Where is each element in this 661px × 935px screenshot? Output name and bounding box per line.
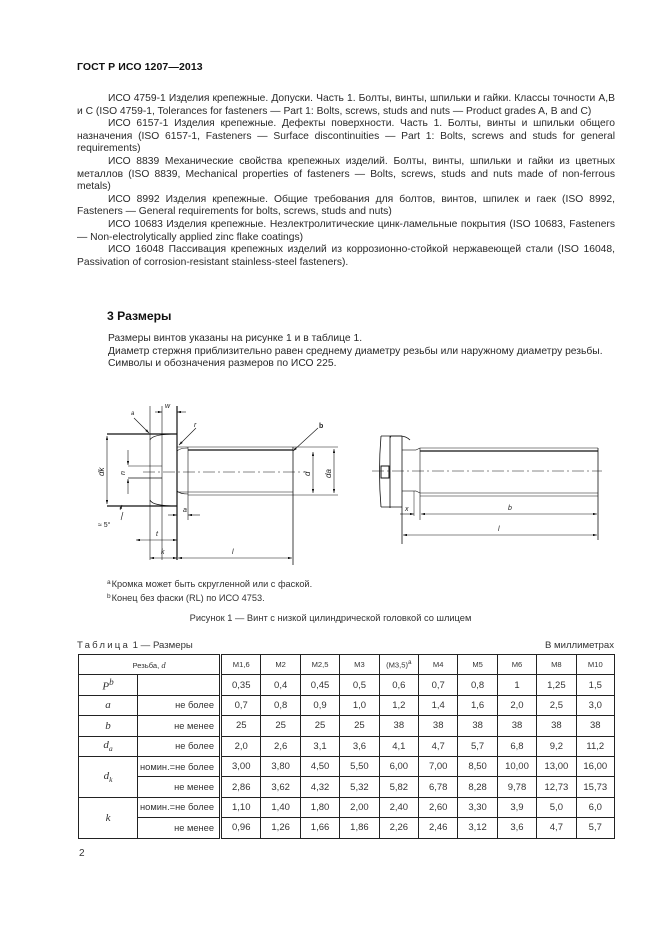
- label-d: d: [303, 471, 312, 476]
- table-cell: 8,50: [458, 756, 497, 776]
- table-row: [79, 756, 615, 776]
- table-cell: 0,7: [419, 675, 458, 695]
- table-cell: 0,96: [221, 818, 261, 838]
- table-cell: 2,00: [340, 797, 379, 817]
- row-limit: [138, 675, 221, 695]
- table-cell: 9,2: [537, 736, 576, 756]
- label-x: x: [405, 506, 409, 513]
- col-header: M8: [537, 655, 576, 675]
- table-cell: 3,80: [261, 756, 300, 776]
- row-limit: не более: [138, 695, 221, 715]
- row-limit: номин.=не более: [138, 797, 221, 817]
- table-cell: 38: [458, 716, 497, 736]
- table-cell: 5,7: [576, 818, 614, 838]
- table-cell: 3,6: [497, 818, 536, 838]
- table-cell: 1,66: [300, 818, 339, 838]
- screw-drawing: [80, 398, 620, 570]
- table-cell: 1: [497, 675, 536, 695]
- row-limit: номин.=не более: [138, 756, 221, 776]
- row-limit: не менее: [138, 716, 221, 736]
- table-cell: 13,00: [537, 756, 576, 776]
- table-cell: 4,32: [300, 777, 339, 797]
- table-cell: 2,60: [419, 797, 458, 817]
- table-row: [79, 736, 615, 756]
- row-symbol: k: [79, 797, 138, 838]
- table-cell: 0,5: [340, 675, 379, 695]
- table-cell: 6,00: [379, 756, 418, 776]
- table-cell: 5,0: [537, 797, 576, 817]
- table-cell: 0,45: [300, 675, 339, 695]
- col-header: M6: [497, 655, 536, 675]
- table-cell: 2,6: [261, 736, 300, 756]
- table-cell: 5,82: [379, 777, 418, 797]
- col-header: M1,6: [221, 655, 261, 675]
- paragraph: Размеры винтов указаны на рисунке 1 и в таблице 1.: [108, 333, 363, 344]
- table-cell: 15,73: [576, 777, 614, 797]
- dimensions-table: [78, 654, 615, 839]
- table-cell: 0,35: [221, 675, 261, 695]
- table-cell: 10,00: [497, 756, 536, 776]
- table-cell: 3,9: [497, 797, 536, 817]
- table-cell: 38: [379, 716, 418, 736]
- table-cell: 0,8: [458, 675, 497, 695]
- table-cell: 7,00: [419, 756, 458, 776]
- table-cell: 3,6: [340, 736, 379, 756]
- table-cell: 6,78: [419, 777, 458, 797]
- table-cell: 11,2: [576, 736, 614, 756]
- row-symbol: $P^b$: [79, 675, 138, 695]
- table-cell: 0,4: [261, 675, 300, 695]
- table-cell: 2,0: [497, 695, 536, 715]
- table-cell: 38: [537, 716, 576, 736]
- table-cell: 12,73: [537, 777, 576, 797]
- table-cell: 8,28: [458, 777, 497, 797]
- reference-item: ИСО 4759-1 Изделия крепежные. Допуски. Часть 1. Болты, винты, шпильки и гайки. Классы точности А,В и С (ISO 4759-1, Tolerances for fasteners — Part 1: Bolts, screws, studs and nuts — Product grades A, B and C): [77, 93, 615, 117]
- row-limit: не менее: [138, 818, 221, 838]
- table-cell: 2,40: [379, 797, 418, 817]
- table-cell: 5,32: [340, 777, 379, 797]
- table-cell: 5,7: [458, 736, 497, 756]
- table-cell: 3,12: [458, 818, 497, 838]
- table-cell: 2,86: [221, 777, 261, 797]
- table-cell: 38: [576, 716, 614, 736]
- col-header: M3: [340, 655, 379, 675]
- table-cell: 1,5: [576, 675, 614, 695]
- row-limit: не более: [138, 736, 221, 756]
- col-header: M2: [261, 655, 300, 675]
- table-cell: 1,10: [221, 797, 261, 817]
- table-cell: 3,62: [261, 777, 300, 797]
- label-l-right: l: [498, 526, 500, 533]
- reference-item: ИСО 10683 Изделия крепежные. Незлектролитические цинк-ламельные покрытия (ISO 10683, Fasteners — Non-electrolytically applied zinc flake coatings): [77, 218, 615, 243]
- table-row: [79, 777, 615, 797]
- table-cell: 1,4: [419, 695, 458, 715]
- table-cell: 1,80: [300, 797, 339, 817]
- table-cell: 38: [419, 716, 458, 736]
- label-b: b: [319, 423, 324, 430]
- label-b-right: b: [508, 505, 512, 512]
- col-header: M10: [576, 655, 614, 675]
- table-cell: 38: [497, 716, 536, 736]
- table-cell: 1,26: [261, 818, 300, 838]
- table-cell: 1,25: [537, 675, 576, 695]
- label-l: l: [232, 549, 234, 556]
- col-header: $(M3,5)^a$: [379, 655, 418, 675]
- table-cell: 3,30: [458, 797, 497, 817]
- table-cell: 2,5: [537, 695, 576, 715]
- figure-note-a: $^a$Кромка может быть скругленной или с фаской.: [107, 579, 313, 589]
- label-r: r: [194, 422, 197, 429]
- table-cell: 9,78: [497, 777, 536, 797]
- label-a-dim: a: [183, 507, 187, 514]
- reference-item: ИСО 16048 Пассивация крепежных изделий из коррозионно-стойкой нержавеющей стали (ISO 16048, Passivation of corrosion-resistant stainless-steel fasteners).: [77, 244, 615, 268]
- figure-caption: Рисунок 1 — Винт с низкой цилиндрической головкой со шлицем: [189, 613, 472, 623]
- table-cell: 4,7: [419, 736, 458, 756]
- figure-notes: [107, 577, 312, 604]
- table-cell: 4,1: [379, 736, 418, 756]
- table-row: [79, 695, 615, 715]
- table-cell: 25: [261, 716, 300, 736]
- table-cell: 25: [221, 716, 261, 736]
- table-cell: 3,0: [576, 695, 614, 715]
- table-cell: 2,0: [221, 736, 261, 756]
- row-limit: не менее: [138, 777, 221, 797]
- table-cell: 0,7: [221, 695, 261, 715]
- reference-item: ИСО 8839 Механические свойства крепежных изделий. Болты, винты, шпильки и гайки из цветных металлов (ISO 8839, Mechanical properties of fasteners — Bolts, screws, studs and nuts made of non-ferrous metals): [77, 155, 615, 193]
- label-n: n: [120, 471, 127, 475]
- table-cell: 5,50: [340, 756, 379, 776]
- table-row: [79, 675, 615, 695]
- table-cell: 6,0: [576, 797, 614, 817]
- label-dk: dk: [97, 467, 106, 476]
- table-cell: 16,00: [576, 756, 614, 776]
- table-cell: 0,6: [379, 675, 418, 695]
- table-cell: 1,6: [458, 695, 497, 715]
- table-cell: 4,50: [300, 756, 339, 776]
- label-k: k: [161, 549, 165, 556]
- label-t: t: [156, 531, 158, 538]
- table-cell: 1,2: [379, 695, 418, 715]
- table-units: В миллиметрах: [544, 640, 614, 651]
- table-row: [79, 818, 615, 838]
- section-title: 3 Размеры: [107, 309, 172, 323]
- table-cell: 1,0: [340, 695, 379, 715]
- document-header: ГОСТ Р ИСО 1207—2013: [77, 61, 203, 73]
- table-cell: 6,8: [497, 736, 536, 756]
- table-cell: 4,7: [537, 818, 576, 838]
- figure-note-b: $^b$Конец без фаски (RL) по ИСО 4753.: [107, 592, 265, 603]
- table-cell: 2,46: [419, 818, 458, 838]
- page-number: 2: [79, 848, 85, 859]
- table-cell: 25: [300, 716, 339, 736]
- label-w: w: [165, 403, 171, 410]
- table-caption: Таблица 1 — Размеры: [77, 640, 193, 651]
- row-symbol: $d_k$: [79, 756, 138, 797]
- table-cell: 1,40: [261, 797, 300, 817]
- table-cell: 0,8: [261, 695, 300, 715]
- section-body: [77, 333, 615, 371]
- table-cell: 3,00: [221, 756, 261, 776]
- table-cell: 25: [340, 716, 379, 736]
- table-cell: 1,86: [340, 818, 379, 838]
- table-cell: 2,26: [379, 818, 418, 838]
- paragraph: Символы и обозначения размеров по ИСО 225.: [108, 358, 337, 370]
- table-cell: 0,9: [300, 695, 339, 715]
- row-symbol: a: [79, 695, 138, 715]
- table-cell: 3,1: [300, 736, 339, 756]
- col-header: M4: [419, 655, 458, 675]
- table-row: [79, 797, 615, 817]
- reference-item: ИСО 6157-1 Изделия крепежные. Дефекты поверхности. Часть 1. Болты, винты и шпильки общего назначения (ISO 6157-1, Fasteners — Surface discontinuities — Part 1: Bolts, screws and studs for general requirements): [77, 118, 615, 155]
- row-symbol: $d_a$: [79, 736, 138, 756]
- normative-references: [77, 93, 615, 269]
- row-symbol: b: [79, 716, 138, 736]
- reference-item: ИСО 8992 Изделия крепежные. Общие требования для болтов, винтов, шпилек и гаек (ISO 8992, Fasteners — General requirements for bolts, screws, studs and nuts): [77, 193, 615, 218]
- paragraph: Диаметр стержня приблизительно равен среднему диаметру резьбы или наружному диаметру резьбы.: [108, 345, 603, 357]
- table-row: [79, 716, 615, 736]
- header-thread: Резьба, d: [79, 655, 221, 675]
- label-angle: ≈ 5°: [98, 522, 111, 529]
- col-header: M5: [458, 655, 497, 675]
- table-header-row: [79, 655, 615, 675]
- label-a: a: [131, 411, 135, 417]
- label-da: da: [324, 469, 333, 478]
- col-header: M2,5: [300, 655, 339, 675]
